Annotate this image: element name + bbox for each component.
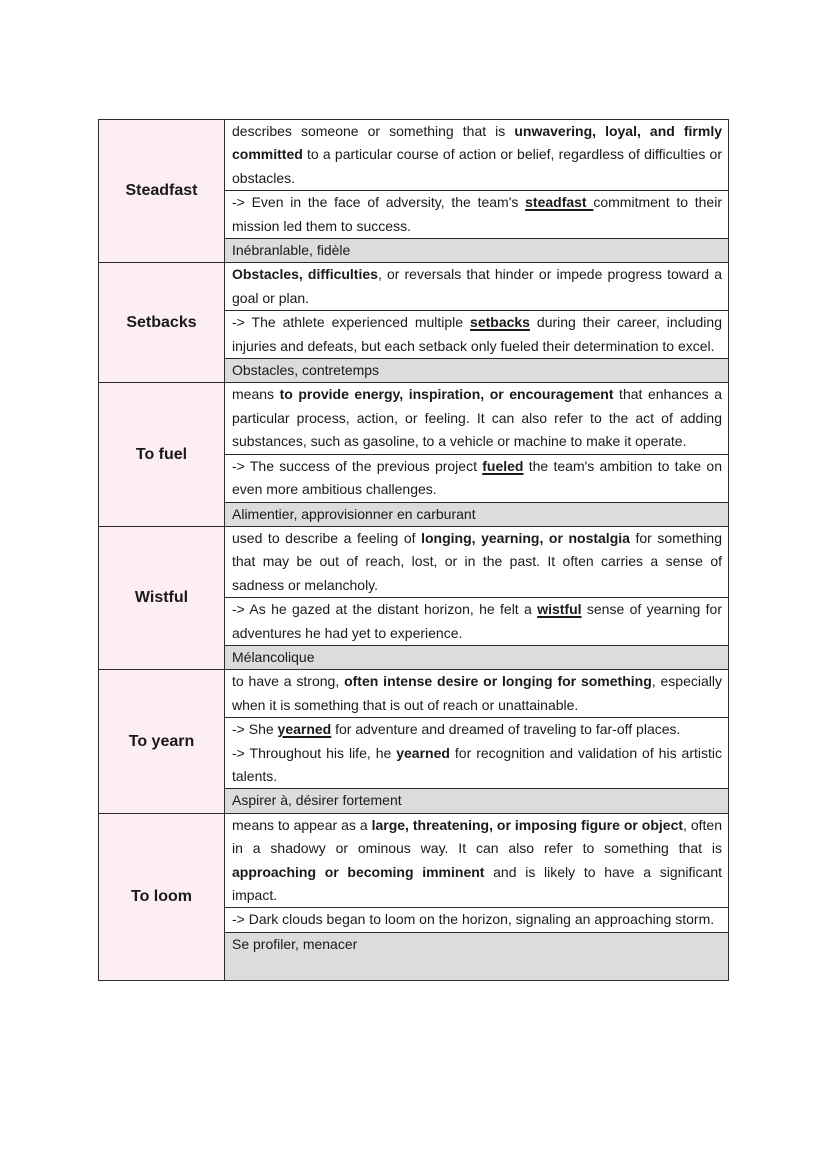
example-cell bbox=[225, 718, 729, 789]
term-emphasis bbox=[278, 721, 332, 737]
text-run: -> Throughout his life, he bbox=[232, 744, 397, 761]
text-run: -> She bbox=[232, 721, 278, 738]
cell-paragraph bbox=[232, 527, 722, 597]
blank-line bbox=[232, 956, 722, 979]
term-emphasis bbox=[537, 601, 581, 617]
text-run: Aspirer à, désirer fortement bbox=[232, 792, 402, 809]
cell-paragraph bbox=[232, 789, 722, 812]
bold-text: to provide energy, inspiration, or encouragement bbox=[279, 386, 614, 403]
text-run: -> The athlete experienced multiple bbox=[232, 314, 471, 331]
text-run: -> Even in the face of adversity, the team's bbox=[232, 194, 526, 211]
definition-cell bbox=[225, 526, 729, 597]
cell-paragraph bbox=[232, 383, 722, 453]
text-run: the team's ambition to take on even more ambitious challenges. bbox=[232, 457, 722, 498]
text-run: for recognition and validation of his artistic talents. bbox=[232, 744, 722, 784]
cell-paragraph bbox=[232, 263, 722, 310]
vocab-word: To yearn bbox=[99, 670, 225, 813]
text-run: -> The success of the previous project bbox=[232, 457, 483, 474]
cell-paragraph bbox=[232, 120, 722, 190]
text-run: used to describe a feeling of bbox=[232, 529, 422, 546]
bold-text: longing, yearning, or nostalgia bbox=[421, 529, 630, 546]
cell-paragraph bbox=[232, 455, 722, 502]
table-row bbox=[99, 670, 729, 718]
vocab-word: To fuel bbox=[99, 383, 225, 526]
translation-cell bbox=[225, 645, 729, 669]
definition-cell bbox=[225, 813, 729, 908]
cell-paragraph bbox=[232, 359, 722, 382]
bold-text: unwavering, loyal, and firmly committed bbox=[232, 123, 722, 163]
cell-paragraph bbox=[232, 239, 722, 262]
example-cell bbox=[225, 191, 729, 239]
bold-text: Obstacles, difficulties bbox=[232, 266, 378, 283]
highlighted-term: yearned bbox=[277, 721, 332, 738]
bold-text: often intense desire or longing for something bbox=[344, 673, 652, 690]
cell-paragraph bbox=[232, 646, 722, 669]
translation-cell bbox=[225, 932, 729, 980]
cell-paragraph bbox=[232, 670, 722, 717]
text-run: , especially when it is something that is out of reach or unattainable. bbox=[232, 673, 722, 713]
translation-cell bbox=[225, 502, 729, 526]
highlighted-term: wistful bbox=[537, 601, 582, 618]
text-run: sense of yearning for adventures he had yet to experience. bbox=[232, 601, 722, 641]
text-run: Se profiler, menacer bbox=[232, 935, 358, 952]
table-row bbox=[99, 526, 729, 597]
text-run: means bbox=[232, 386, 280, 403]
cell-paragraph bbox=[232, 908, 722, 931]
vocab-word: To loom bbox=[99, 813, 225, 980]
table-row bbox=[99, 263, 729, 311]
bold-text: approaching or becoming imminent bbox=[232, 863, 485, 880]
vocabulary-table bbox=[98, 119, 729, 981]
highlighted-term: setbacks bbox=[470, 314, 530, 331]
table-row bbox=[99, 813, 729, 908]
translation-cell bbox=[225, 359, 729, 383]
definition-cell bbox=[225, 263, 729, 311]
term-emphasis bbox=[525, 194, 593, 210]
text-run: during their career, including injuries and defeats, but each setback only fueled their determination to excel. bbox=[232, 314, 722, 354]
text-run: and is likely to have a significant impact. bbox=[232, 863, 722, 903]
text-run: to have a strong, bbox=[232, 673, 345, 690]
cell-paragraph bbox=[232, 814, 722, 908]
vocab-word: Wistful bbox=[99, 526, 225, 669]
cell-paragraph bbox=[232, 718, 722, 741]
text-run: Mélancolique bbox=[232, 648, 315, 665]
vocab-word: Setbacks bbox=[99, 263, 225, 383]
bold-text: large, threatening, or imposing figure or object bbox=[371, 816, 684, 833]
text-run: describes someone or something that is bbox=[232, 123, 515, 139]
table-row bbox=[99, 120, 729, 191]
text-run: -> Dark clouds began to loom on the horizon, signaling an approaching storm. bbox=[232, 911, 715, 928]
text-run: that enhances a particular process, action, or feeling. It can also refer to the act of adding substances, such as gasoline, to a vehicle or machine to make it operate. bbox=[232, 386, 722, 450]
translation-cell bbox=[225, 789, 729, 813]
text-run: for something that may be out of reach, lost, or in the past. It often carries a sense of sadness or melancholy. bbox=[232, 529, 723, 593]
cell-paragraph bbox=[232, 503, 722, 526]
text-run: , or reversals that hinder or impede progress toward a goal or plan. bbox=[232, 266, 722, 306]
cell-paragraph bbox=[232, 742, 722, 789]
text-run: -> As he gazed at the distant horizon, he felt a bbox=[232, 601, 538, 618]
term-emphasis bbox=[470, 314, 530, 330]
text-run: means to appear as a bbox=[232, 816, 372, 833]
term-emphasis bbox=[482, 458, 523, 474]
cell-paragraph bbox=[232, 311, 722, 358]
example-cell bbox=[225, 598, 729, 646]
cell-paragraph bbox=[232, 191, 722, 238]
bold-text: yearned bbox=[396, 744, 450, 761]
text-run: Alimentier, approvisionner en carburant bbox=[232, 505, 476, 522]
definition-cell bbox=[225, 383, 729, 454]
cell-paragraph bbox=[232, 933, 722, 956]
text-run: commitment to their mission led them to success. bbox=[232, 194, 722, 234]
text-run: Inébranlable, fidèle bbox=[232, 242, 351, 259]
example-cell bbox=[225, 311, 729, 359]
table-row bbox=[99, 383, 729, 454]
highlighted-term: steadfast bbox=[525, 194, 594, 211]
text-run: , often in a shadowy or ominous way. It can also refer to something that is bbox=[232, 816, 722, 857]
example-cell bbox=[225, 454, 729, 502]
text-run: to a particular course of action or belief, regardless of difficulties or obstacles. bbox=[232, 146, 722, 186]
definition-cell bbox=[225, 670, 729, 718]
vocab-word: Steadfast bbox=[99, 120, 225, 263]
translation-cell bbox=[225, 239, 729, 263]
vocabulary-table-body bbox=[99, 120, 729, 981]
text-run: Obstacles, contretemps bbox=[232, 362, 380, 379]
cell-paragraph bbox=[232, 598, 722, 645]
definition-cell bbox=[225, 120, 729, 191]
example-cell bbox=[225, 908, 729, 932]
highlighted-term: fueled bbox=[482, 457, 524, 474]
text-run: for adventure and dreamed of traveling to far-off places. bbox=[331, 721, 681, 738]
